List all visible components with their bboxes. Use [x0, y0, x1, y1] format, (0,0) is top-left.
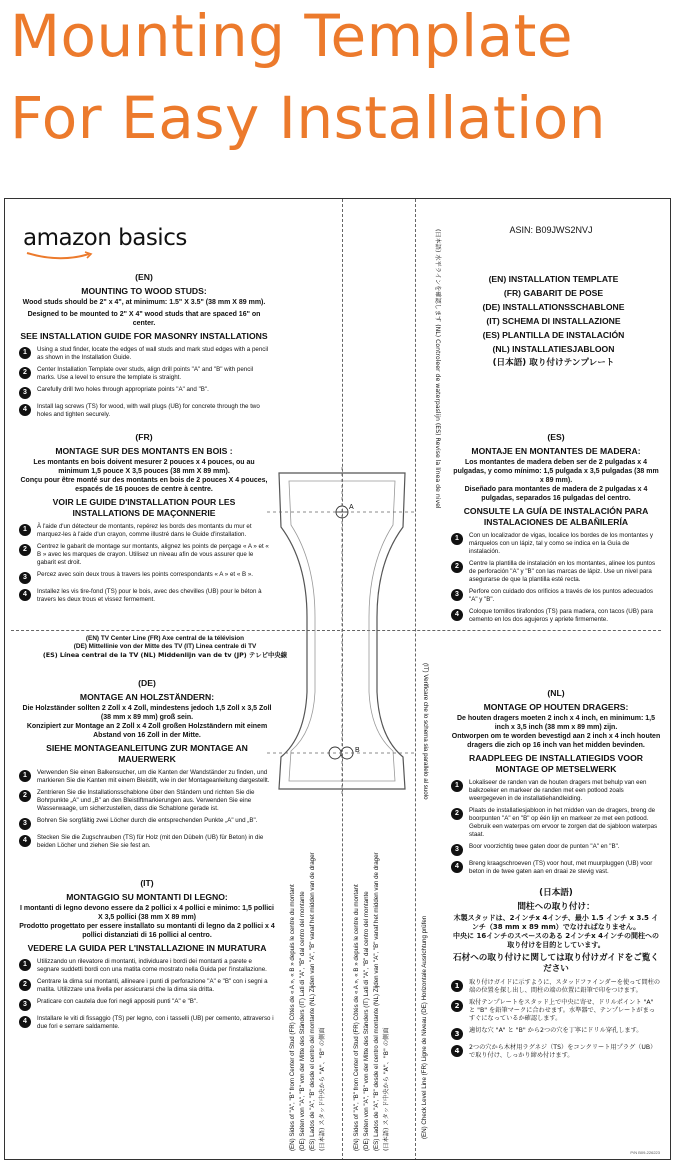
jp-section: [451, 885, 661, 1064]
fr-guide: VOIR LE GUIDE D'INSTALLATION POUR LES INSTALLATIONS DE MAÇONNERIE: [52, 497, 236, 518]
es-step-3: 3 Perfore con cuidado dos orificios a través de los puntos adecuados "A" y "B".: [451, 588, 661, 604]
stud-side-label-2b: (DE) Seiten von "A", "B" von der Mitte des Ständers (IT) Lati di "A", "B" dal centro del montante: [363, 891, 370, 1151]
step-number-icon: 2: [19, 544, 31, 556]
part-number: P/N B09-226223: [630, 1150, 660, 1155]
jp-spec: 木製スタッドは、2インチx 4インチ、最小 1.5 インチ x 3.5 インチ（38 mm x 89 mm）でなければなりません。: [453, 914, 659, 931]
jp-step-1: 1 取り付けガイドに示すように、スタッドファインダーを使って間柱の端の位置を探し出し、間柱の端の位置に鉛筆で印をつけます。: [451, 979, 661, 995]
step-number-icon: 3: [19, 818, 31, 830]
stud-side-label-2: (DE) Seiten von "A", "B" von der Mitte des Ständers (IT) Lati di "A", "B" dal centro del montante: [299, 891, 306, 1151]
step-number-icon: 1: [451, 980, 463, 992]
es-step-4: 4 Coloque tornillos tirafondos (TS) para madera, con tacos (UB) para cemento en los dos agujeros y apriete firmemente.: [451, 608, 661, 624]
step-number-icon: 2: [451, 808, 463, 820]
step-number-icon: 3: [19, 387, 31, 399]
en-step-1: 1 Using a stud finder, locate the edges of wall studs and mark stud edges with a pencil as shown in the Installation Guide.: [19, 346, 269, 362]
stud-side-label-3b: (ES) Lados de "A", "B" desde el centro del montante (NL) Zijden van "A", "B" vanaf het midden van de drager: [373, 852, 380, 1151]
de-guide: SIEHE MONTAGEANLEITUNG ZUR MONTAGE AN MAUERWERK: [46, 743, 248, 764]
it-step-2: 2 Centrare la dima sui montanti, allineare i punti di perforazione "A" e "B" con i segni a matita. Utilizzare una livella per assicurarsi che la dima sia dritta.: [19, 978, 275, 994]
step-number-icon: 4: [451, 1045, 463, 1057]
es-step-1: 1 Con un localizador de vigas, localice los bordes de los montantes y márquelos con un lápiz, tal y como se indica en la Guía de instalación.: [451, 532, 661, 556]
level-line-label-left: (EN) Check Level Line (FR) Ligne de Niveau (DE) Horizontale Ausrichtung prüfen: [421, 915, 428, 1139]
title-de: (DE) INSTALLATIONSSCHABLONE: [482, 302, 625, 312]
jp-heading: 間柱への取り付け：: [517, 902, 595, 912]
en-section: [19, 269, 269, 423]
en-tag: (EN): [135, 272, 153, 282]
step-number-icon: 4: [19, 589, 31, 601]
step-number-icon: 2: [19, 367, 31, 379]
en-spacing: Designed to be mounted to 2" X 4" wood studs that are spaced 16" on center.: [27, 311, 261, 327]
stud-side-label-1: (EN) Sides of "A", "B" from Center of Stud (FR) Côtés de « A », « B » depuis le centre du montant: [289, 884, 296, 1151]
step-number-icon: 4: [19, 1016, 31, 1028]
it-guide: VEDERE LA GUIDA PER L'INSTALLAZIONE IN MURATURA: [27, 943, 267, 953]
title-en: (EN) INSTALLATION TEMPLATE: [488, 274, 619, 284]
de-step-4: 4 Stecken Sie die Zugschrauben (TS) für Holz (mit den Dübeln (UB) für Beton) in die beiden Löcher und ziehen Sie sie fest an.: [19, 834, 275, 850]
de-step-3: 3 Bohren Sie sorgfältig zwei Löcher durch die entsprechenden Punkte „A" und „B".: [19, 817, 275, 830]
en-step-4: 4 Install lag screws (TS) for wood, with wall plugs (UB) for concrete through the two holes and tighten securely.: [19, 403, 269, 419]
de-tag: (DE): [138, 678, 156, 688]
brand-logo: amazon basics: [23, 225, 187, 251]
it-heading: MONTAGGIO SU MONTANTI DI LEGNO:: [66, 892, 228, 902]
fr-step-4: 4 Installez les vis tire-fond (TS) pour le bois, avec des chevilles (UB) pour le béton à travers les deux trous et vissez fermement.: [19, 588, 269, 604]
level-line-label-it: (IT) Verificare che lo schema sia parallelo al suolo: [422, 663, 429, 800]
nl-section: [451, 685, 661, 880]
en-heading: MOUNTING TO WOOD STUDS:: [81, 286, 207, 296]
logo-smile-icon: [25, 251, 95, 261]
fr-spec: Les montants en bois doivent mesurer 2 pouces x 4 pouces, ou au minimum 1,5 pouce X 3,5 pouces (38 mm X 89 mm).: [33, 459, 255, 475]
step-number-icon: 1: [19, 770, 31, 782]
right-level-line: [415, 199, 416, 1160]
nl-spacing: Ontworpen om te worden bevestigd aan 2 inch x 4 inch houten dragers die zich op 16 inch van het midden bevinden.: [451, 733, 661, 749]
nl-step-4: 4 Breng kraagschroeven (TS) voor hout, met muurpluggen (UB) voor beton in de twee gaten aan en draai ze stevig vast.: [451, 860, 661, 876]
nl-step-1: 1 Lokaliseer de randen van de houten dragers met behulp van een balkzoeker en markeer de randen met een potlood zoals weergegeven in de installatiehandleiding.: [451, 779, 661, 803]
step-number-icon: 1: [19, 959, 31, 971]
template-titles: [451, 271, 656, 370]
nl-spec: De houten dragers moeten 2 inch x 4 inch, en minimum: 1,5 inch x 3,5 inch (38 mm x 89 mm) zijn.: [457, 715, 655, 731]
jp-tag: (日本語): [539, 888, 573, 898]
step-number-icon: 2: [451, 561, 463, 573]
jp-step-4: 4 2つの穴から木材用ラグネジ（TS）をコンクリート用プラグ（UB）で取り付け、しっかり締め付けます。: [451, 1044, 661, 1060]
step-number-icon: 2: [451, 1000, 463, 1012]
hero-title-line-2: For Easy Installation: [10, 84, 606, 152]
fr-section: [19, 429, 269, 608]
stud-side-label-1b: (EN) Sides of "A", "B" from Center of Stud (FR) Côtés de « A », « B » depuis le centre du montant: [353, 884, 360, 1151]
step-number-icon: 1: [19, 347, 31, 359]
fr-step-2: 2 Centrez le gabarit de montage sur montants, alignez les points de perçage « A » et « B » avec les marques de crayon. Utilisez un niveau afin de vous assurer que le gabarit est droit.: [19, 543, 269, 567]
jp-guide: 石材への取り付けに関しては取り付けガイドをご覧ください: [453, 953, 659, 974]
es-step-2: 2 Centre la plantilla de instalación en los montantes, alinee los puntos de perforación "A" y "B" con las marcas de lápiz. Use un nivel para asegurarse de que la plantilla esté recta.: [451, 560, 661, 584]
de-section: [19, 675, 275, 854]
jp-spacing: 中央に 16インチのスペースのある 2インチx 4インチの間柱への取り付けを目的としています。: [453, 932, 659, 949]
stud-side-label-4: (日本語) スタッド中央から "A"、"B" の側面: [319, 1027, 326, 1151]
de-step-2: 2 Zentrieren Sie die Installationsschablone über den Ständern und richten Sie die Bohrpunkte „A" und „B" an den Bleistiftmarkierungen aus. Verwenden Sie eine Wasserwaage, um sicherzustellen, dass die Schablone gerade ist.: [19, 789, 275, 813]
step-number-icon: 1: [451, 780, 463, 792]
it-step-1: 1 Utilizzando un rilevatore di montanti, individuare i bordi dei montanti a parete e segnare suddetti bordi con una matita come mostrato nella Guida per l'installazione.: [19, 958, 275, 974]
stud-side-label-3: (ES) Lados de "A", "B" desde el centro del montante (NL) Zijden van "A", "B" vanaf het midden van de drager: [309, 852, 316, 1151]
nl-step-2: 2 Plaats de installatiesjabloon in het midden van de dragers, breng de boorpunten "A" en "B" op één lijn en markeer ze met een potlood. Gebruik een waterpas om ervoor te zorgen dat de sjabloon waterpas staat.: [451, 807, 661, 839]
nl-tag: (NL): [547, 688, 565, 698]
en-step-2: 2 Center Installation Template over studs, align drill points "A" and "B" with pencil marks. Use a level to ensure the template is straight.: [19, 366, 269, 382]
step-number-icon: 3: [451, 1028, 463, 1040]
stud-side-label-4b: (日本語) スタッド中央から "A"、"B" の側面: [383, 1027, 390, 1151]
title-it: (IT) SCHEMA DI INSTALLAZIONE: [486, 316, 621, 326]
nl-heading: MONTAGE OP HOUTEN DRAGERS:: [483, 702, 629, 712]
tv-center-line-label: (EN) TV Center Line (FR) Axe central de la télévision (DE) Mittellinie von der Mitte des TV (IT) Linea centrale di TV (ES) Línea central de la TV (NL) Middenlijn van de tv (JP) テレビ中央線: [42, 635, 288, 659]
step-number-icon: 2: [19, 790, 31, 802]
center-stud-line: [342, 199, 343, 1160]
drill-point-b-label: B: [355, 747, 360, 754]
es-heading: MONTAJE EN MONTANTES DE MADERA:: [471, 446, 641, 456]
de-spacing: Konzipiert zur Montage an 2 Zoll x 4 Zoll großen Holzständern mit einem Abstand von 16 Zoll in der Mitte.: [26, 723, 268, 739]
drill-point-a-label: A: [349, 504, 354, 511]
title-es: (ES) PLANTILLA DE INSTALACIÓN: [482, 330, 625, 340]
es-spec: Los montantes de madera deben ser de 2 pulgadas x 4 pulgadas, y como mínimo: 1,5 pulgada x 3,5 pulgadas (38 mm x 89 mm).: [453, 459, 659, 484]
en-guide: SEE INSTALLATION GUIDE FOR MASONRY INSTALLATIONS: [20, 331, 268, 341]
step-number-icon: 3: [19, 572, 31, 584]
en-step-3: 3 Carefully drill two holes through appropriate points "A" and "B".: [19, 386, 269, 399]
hero-title-line-1: Mounting Template: [10, 2, 574, 70]
it-spacing: Prodotto progettato per essere installato su montanti di legno da 2 pollici x 4 pollici distanziati di 16 pollici al centro.: [19, 923, 275, 939]
title-fr: (FR) GABARIT DE POSE: [503, 288, 604, 298]
step-number-icon: 2: [19, 979, 31, 991]
es-tag: (ES): [547, 432, 565, 442]
mounting-template-sheet: [4, 198, 671, 1160]
de-spec: Die Holzständer sollten 2 Zoll x 4 Zoll, mindestens jedoch 1,5 Zoll x 3,5 Zoll (38 mm x 89 mm) groß sein.: [22, 705, 272, 721]
hero-banner: [0, 0, 679, 190]
asin-label: ASIN: B09JWS2NVJ: [509, 225, 593, 235]
step-number-icon: 4: [19, 835, 31, 847]
fr-tag: (FR): [135, 432, 153, 442]
it-step-4: 4 Installare le viti di fissaggio (TS) per legno, con i tasselli (UB) per cemento, attraverso i due fori e serrare saldamente.: [19, 1015, 275, 1031]
de-step-1: 1 Verwenden Sie einen Balkensucher, um die Kanten der Wandständer zu finden, und markieren Sie die Kanten mit einem Bleistift, wie in der Montageanleitung dargestellt.: [19, 769, 275, 785]
step-number-icon: 3: [451, 844, 463, 856]
es-guide: CONSULTE LA GUÍA DE INSTALACIÓN PARA INSTALACIONES DE ALBAÑILERÍA: [463, 506, 649, 527]
title-nl: (NL) INSTALLATIESJABLOON: [492, 344, 615, 354]
step-number-icon: 4: [451, 609, 463, 621]
es-section: [451, 429, 661, 628]
nl-step-3: 3 Boor voorzichtig twee gaten door de punten "A" en "B".: [451, 843, 661, 856]
it-tag: (IT): [140, 878, 154, 888]
step-number-icon: 1: [19, 524, 31, 536]
title-jp: (日本語) 取り付けテンプレート: [492, 358, 615, 368]
en-spec: Wood studs should be 2" x 4", at minimum: 1.5" X 3.5" (38 mm X 89 mm).: [22, 299, 266, 306]
step-number-icon: 4: [451, 861, 463, 873]
step-number-icon: 1: [451, 533, 463, 545]
step-number-icon: 4: [19, 404, 31, 416]
de-heading: MONTAGE AN HOLZSTÄNDERN:: [79, 692, 215, 702]
it-spec: I montanti di legno devono essere da 2 pollici x 4 pollici e minimo: 1,5 pollici X 3,5 pollici (38 mm X 89 mm): [20, 905, 274, 921]
fr-step-1: 1 À l'aide d'un détecteur de montants, repérez les bords des montants du mur et marquez-les à l'aide d'un crayon, comme illustré dans le Guide d'installation.: [19, 523, 269, 539]
fr-heading: MONTAGE SUR DES MONTANTS EN BOIS :: [55, 446, 233, 456]
level-line-label-right: (日本語) 水平ラインを確認します (NL) Controleer de waterpaslijn (ES) Revise la línea de nivel: [434, 229, 441, 509]
es-spacing: Diseñado para montantes de madera de 2 pulgadas x 4 pulgadas, separados 16 pulgadas del centro.: [464, 486, 648, 502]
jp-step-3: 3 適切な穴 "A" と "B" から2つの穴を丁寧にドリル穿孔します。: [451, 1027, 661, 1040]
nl-guide: RAADPLEEG DE INSTALLATIEGIDS VOOR MONTAGE OP METSELWERK: [469, 753, 643, 774]
fr-step-3: 3 Percez avec soin deux trous à travers les points correspondants « A » et « B ».: [19, 571, 269, 584]
step-number-icon: 3: [451, 589, 463, 601]
fr-spacing: Conçu pour être monté sur des montants en bois de 2 pouces X 4 pouces, espacés de 16 pouces de centre à centre.: [20, 477, 268, 493]
jp-step-2: 2 取付テンプレートをスタッド上で中央に寄せ、ドリルポイント "A" と "B" を鉛筆マークに合わせます。水準器で、テンプレートがまっすぐになっているか確認します。: [451, 999, 661, 1023]
step-number-icon: 3: [19, 999, 31, 1011]
it-step-3: 3 Praticare con cautela due fori negli appositi punti "A" e "B".: [19, 998, 275, 1011]
it-section: [19, 875, 275, 1035]
